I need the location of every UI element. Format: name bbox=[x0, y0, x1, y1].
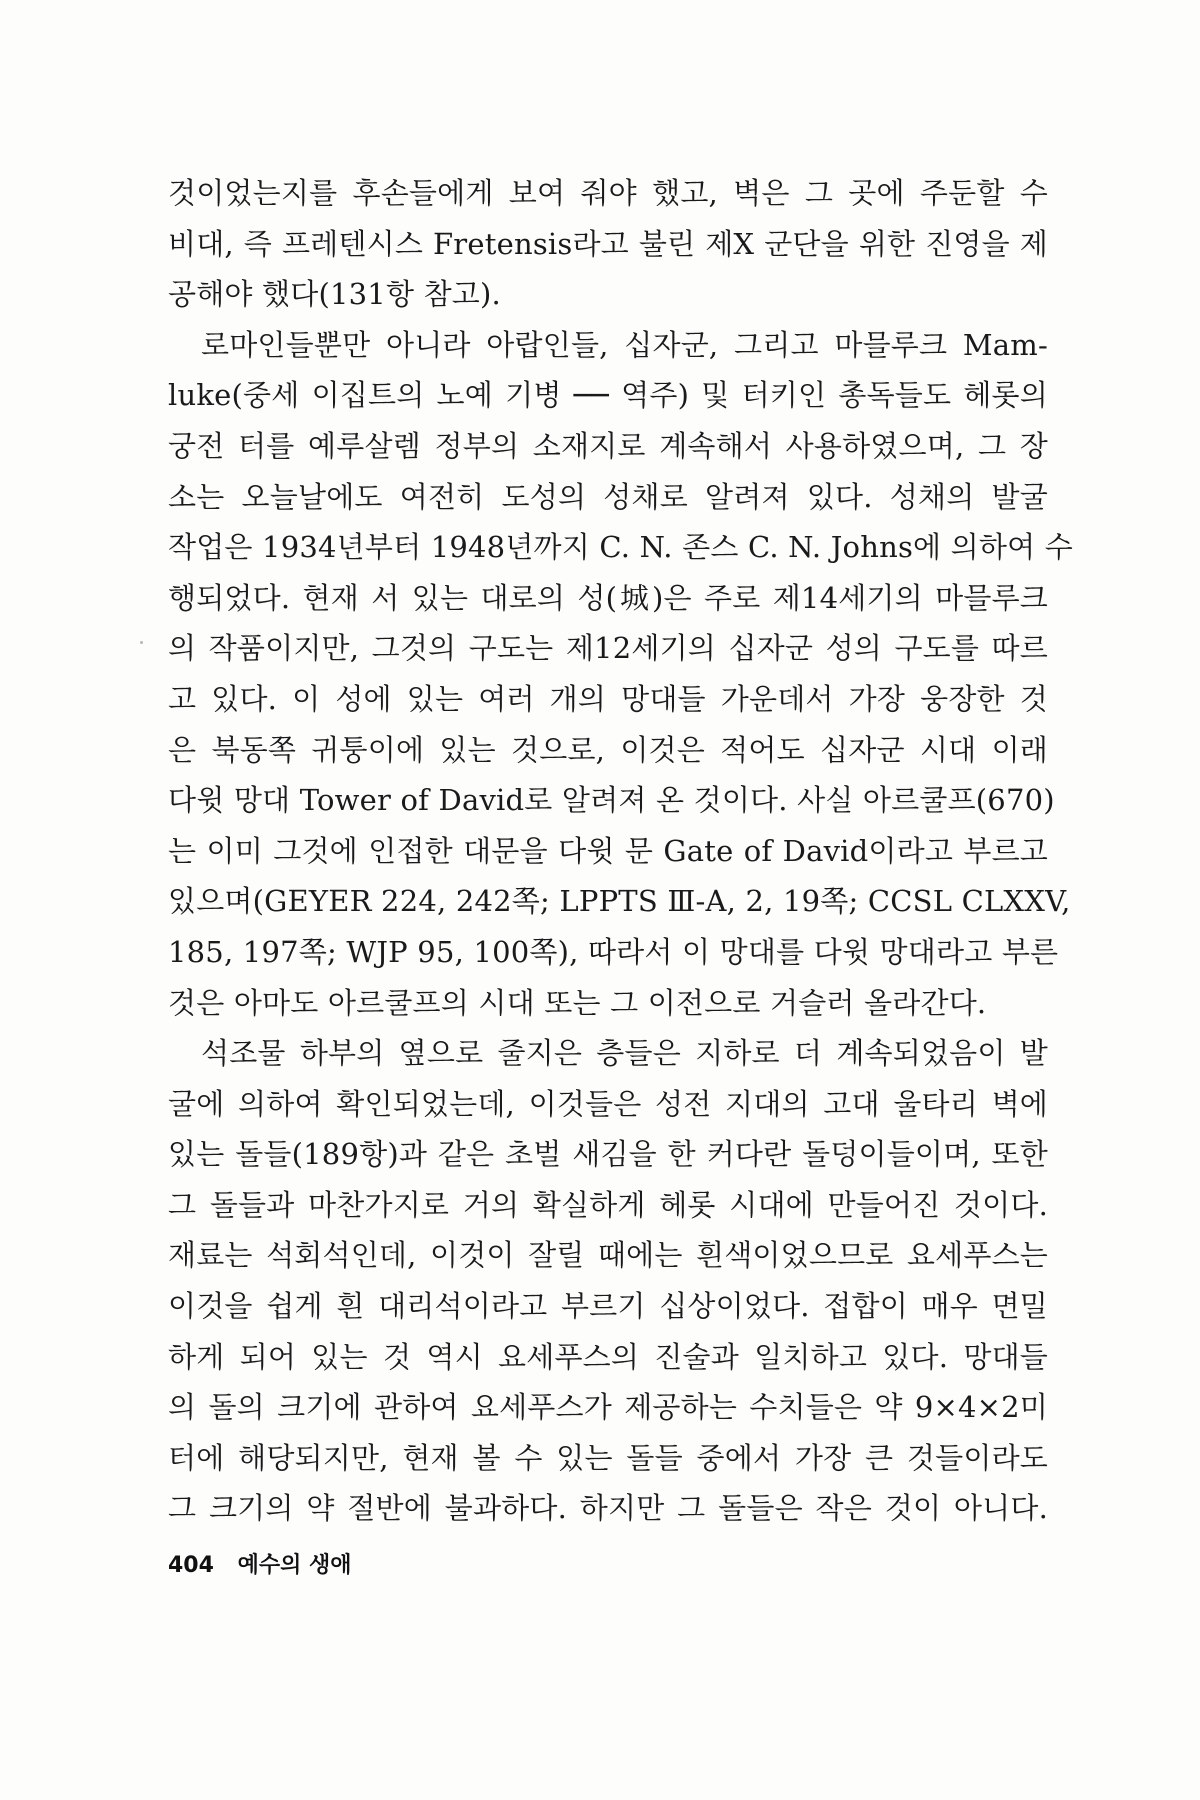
text-line: 의 작품이지만, 그것의 구도는 제12세기의 십자군 성의 구도를 따르 bbox=[168, 631, 1048, 666]
text-line: luke(중세 이집트의 노예 기병 ── 역주) 및 터키인 총독들도 헤롯의 bbox=[168, 378, 1048, 413]
text-line: 작업은 1934년부터 1948년까지 C. N. 존스 C. N. Johns에 의하여 수 bbox=[168, 530, 1073, 565]
running-title: 예수의 생애 bbox=[237, 1553, 352, 1578]
text-line: 그 크기의 약 절반에 불과하다. 하지만 그 돌들은 작은 것이 아니다. bbox=[168, 1491, 1048, 1526]
scan-speck bbox=[140, 641, 143, 644]
text-line: 다윗 망대 Tower of David로 알려져 온 것이다. 사실 아르쿨프(670) bbox=[168, 783, 1055, 818]
text-line: 있는 돌들(189항)과 같은 초벌 새김을 한 커다란 돌덩이들이며, 또한 bbox=[168, 1137, 1048, 1172]
text-line: 는 이미 그것에 인접한 대문을 다윗 문 Gate of David이라고 부르고 bbox=[168, 833, 1048, 868]
text-line: 소는 오늘날에도 여전히 도성의 성채로 알려져 있다. 성채의 발굴 bbox=[168, 479, 1048, 514]
text-line: 궁전 터를 예루살렘 정부의 소재지로 계속해서 사용하였으며, 그 장 bbox=[168, 428, 1048, 463]
text-line: 하게 되어 있는 것 역시 요세푸스의 진술과 일치하고 있다. 망대들 bbox=[168, 1339, 1048, 1374]
page-number: 404 bbox=[168, 1553, 214, 1578]
text-line: 그 돌들과 마찬가지로 거의 확실하게 헤롯 시대에 만들어진 것이다. bbox=[168, 1187, 1048, 1222]
text-line: 것이었는지를 후손들에게 보여 줘야 했고, 벽은 그 곳에 주둔할 수 bbox=[168, 176, 1048, 210]
citation-line: 있으며(GEYER 224, 242쪽; LPPTS Ⅲ-A, 2, 19쪽; CCSL CLXXV, bbox=[168, 884, 1071, 919]
text-line: 비대, 즉 프레텐시스 Fretensis라고 불린 제X 군단을 위한 진영을 제 bbox=[168, 226, 1048, 261]
body-text bbox=[168, 168, 1073, 1534]
text-line: 터에 해당되지만, 현재 볼 수 있는 돌들 중에서 가장 큰 것들이라도 bbox=[168, 1440, 1048, 1475]
page-footer bbox=[168, 1548, 352, 1579]
paragraph-first-line: 로마인들뿐만 아니라 아랍인들, 십자군, 그리고 마믈루크 Mam- bbox=[201, 327, 1048, 362]
text-line: 이것을 쉽게 흰 대리석이라고 부르기 십상이었다. 접합이 매우 면밀 bbox=[168, 1289, 1048, 1324]
text-line: 것은 아마도 아르쿨프의 시대 또는 그 이전으로 거슬러 올라간다. bbox=[168, 985, 987, 1020]
text-line: 공해야 했다(131항 참고). bbox=[168, 277, 501, 312]
text-line: 행되었다. 현재 서 있는 대로의 성(城)은 주로 제14세기의 마믈루크 bbox=[168, 580, 1048, 615]
text-line: 의 돌의 크기에 관하여 요세푸스가 제공하는 수치들은 약 9×4×2미 bbox=[168, 1390, 1048, 1425]
citation-line: 185, 197쪽; WJP 95, 100쪽), 따라서 이 망대를 다윗 망대라고 부른 bbox=[168, 934, 1059, 969]
paragraph-first-line: 석조물 하부의 옆으로 줄지은 층들은 지하로 더 계속되었음이 발 bbox=[201, 1036, 1048, 1071]
text-line: 굴에 의하여 확인되었는데, 이것들은 성전 지대의 고대 울타리 벽에 bbox=[168, 1086, 1048, 1121]
text-line: 은 북동쪽 귀퉁이에 있는 것으로, 이것은 적어도 십자군 시대 이래 bbox=[168, 732, 1048, 767]
text-line: 고 있다. 이 성에 있는 여러 개의 망대들 가운데서 가장 웅장한 것 bbox=[168, 681, 1048, 716]
text-line: 재료는 석회석인데, 이것이 잘릴 때에는 흰색이었으므로 요세푸스는 bbox=[168, 1238, 1048, 1273]
